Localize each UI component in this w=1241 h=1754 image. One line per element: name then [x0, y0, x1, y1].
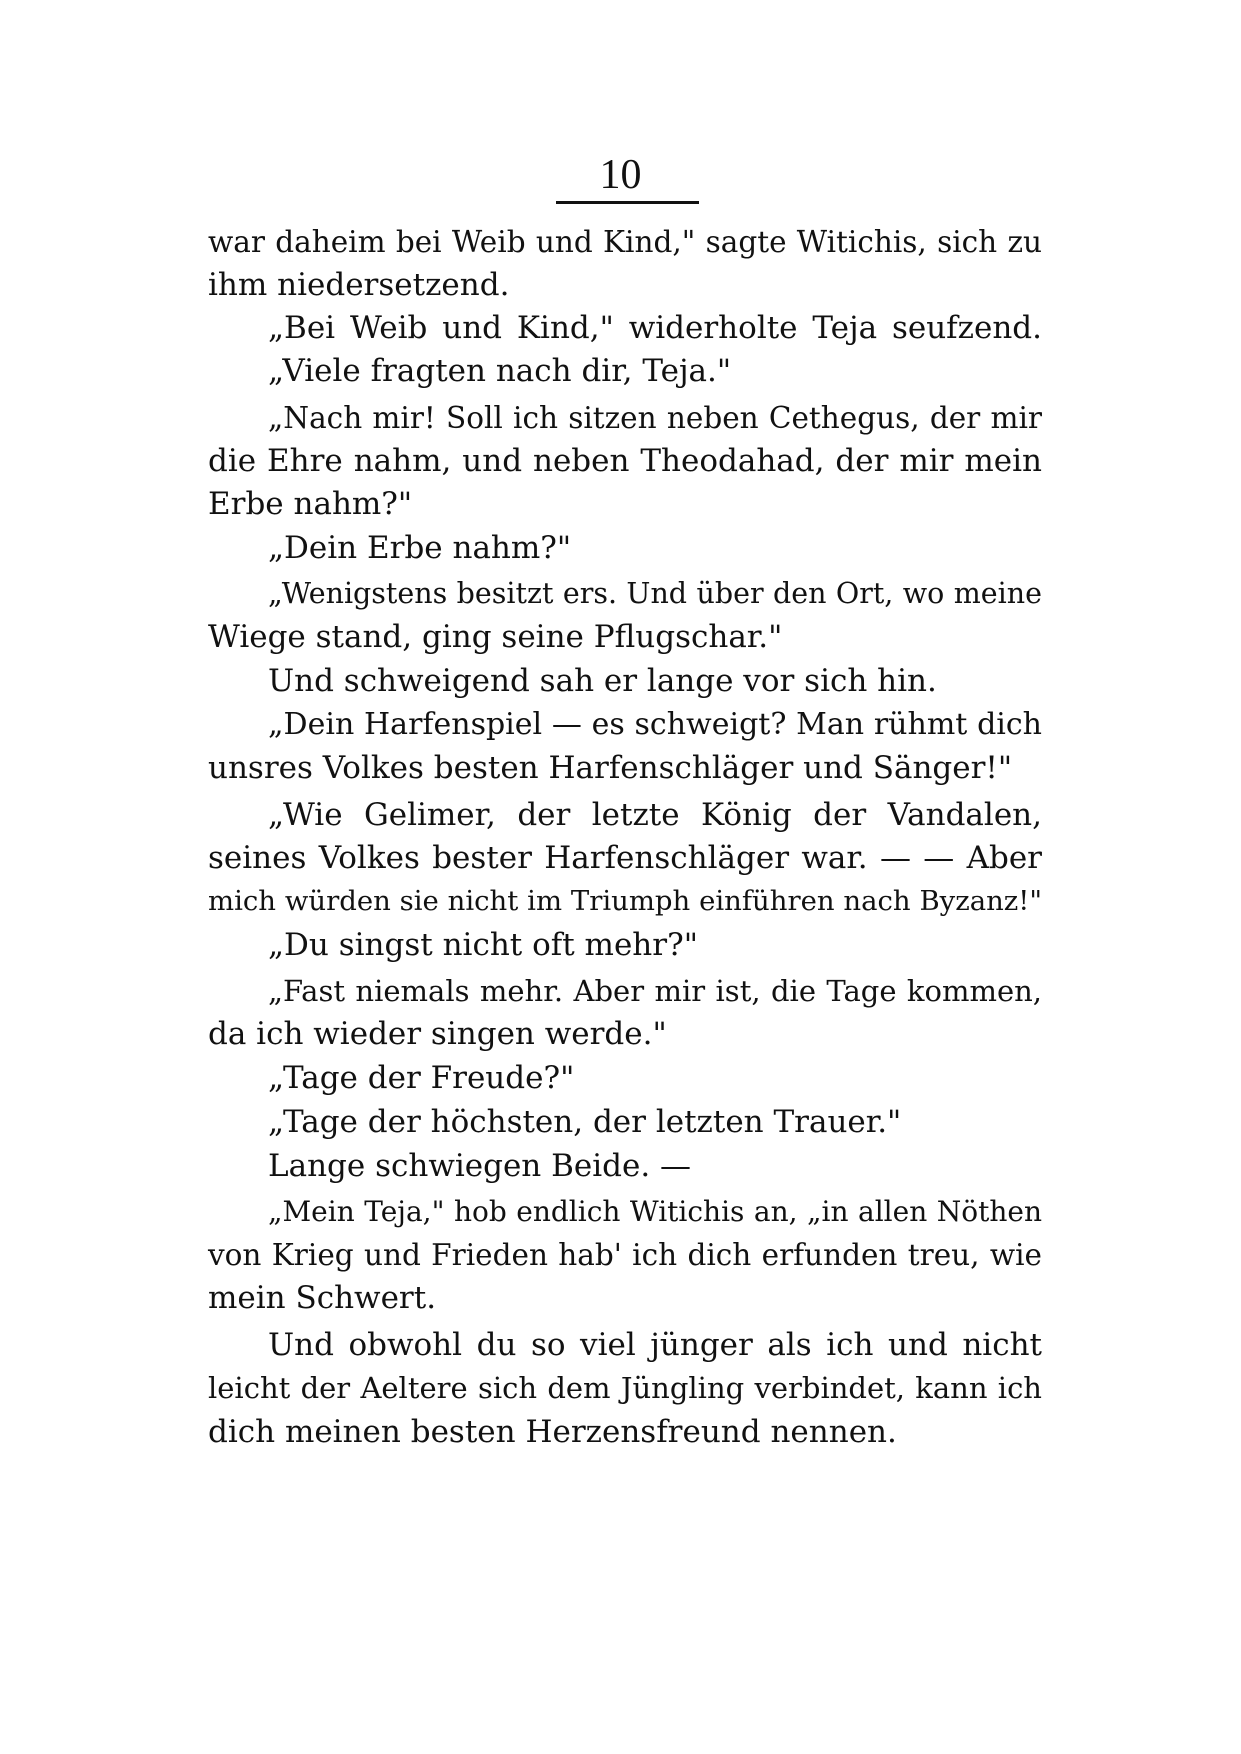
text-line: leicht der Aeltere sich dem Jüngling verbindet, kann ich — [208, 1371, 1042, 1405]
text-line: da ich wieder singen werde." — [208, 1016, 667, 1052]
text-line: „Fast niemals mehr. Aber mir ist, die Tage kommen, — [268, 974, 1042, 1008]
text-line: „Tage der höchsten, der letzten Trauer." — [268, 1104, 902, 1140]
text-line: war daheim bei Weib und Kind," sagte Witichis, sich zu — [208, 225, 1042, 259]
text-line: unsres Volkes besten Harfenschläger und Sänger!" — [208, 750, 1013, 786]
text-line: von Krieg und Frieden hab' ich dich erfunden treu, wie — [208, 1238, 1042, 1272]
text-line: Lange schwiegen Beide. — — [268, 1148, 692, 1184]
text-line: die Ehre nahm, und neben Theodahad, der mir mein — [208, 443, 1042, 479]
text-line: ihm niedersetzend. — [208, 267, 510, 303]
text-line: „Viele fragten nach dir, Teja." — [268, 353, 732, 389]
text-line: mein Schwert. — [208, 1280, 437, 1316]
text-line: Und schweigend sah er lange vor sich hin. — [268, 663, 937, 699]
text-line: „Du singst nicht oft mehr?" — [268, 927, 698, 963]
text-line: „Nach mir! Soll ich sitzen neben Cethegus, der mir — [268, 401, 1042, 435]
text-line: „Mein Teja," hob endlich Witichis an, „in allen Nöthen — [268, 1195, 1042, 1228]
text-line: „Dein Erbe nahm?" — [268, 530, 572, 566]
text-line: „Dein Harfenspiel — es schweigt? Man rühmt dich — [268, 707, 1042, 742]
page-number: 10 — [599, 152, 642, 198]
text-line: Wiege stand, ging seine Pflugschar." — [208, 619, 783, 655]
text-line: „Wie Gelimer, der letzte König der Vandalen, — [268, 797, 1042, 833]
text-line: dich meinen besten Herzensfreund nennen. — [208, 1414, 897, 1450]
text-line: mich würden sie nicht im Triumph einführen nach Byzanz!" — [208, 885, 1042, 917]
text-line: seines Volkes bester Harfenschläger war. — — Aber — [208, 840, 1042, 876]
page-number-rule — [556, 201, 699, 204]
text-line: Und obwohl du so viel jünger als ich und nicht — [268, 1327, 1042, 1363]
text-line: „Wenigstens besitzt ers. Und über den Ort, wo meine — [268, 577, 1042, 610]
text-line: „Bei Weib und Kind," widerholte Teja seufzend. — [268, 310, 1042, 346]
text-line: Erbe nahm?" — [208, 486, 413, 522]
text-line: „Tage der Freude?" — [268, 1060, 575, 1096]
